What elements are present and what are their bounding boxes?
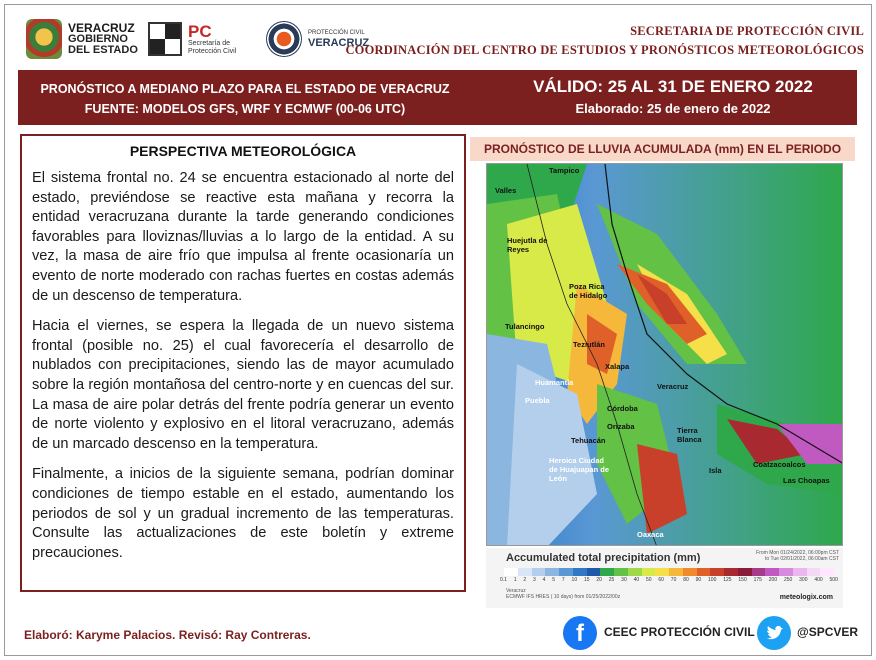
- legend-swatch: [559, 568, 573, 576]
- legend-swatch: [573, 568, 587, 576]
- legend-tick: 60: [658, 577, 664, 583]
- legend-tick: 250: [783, 577, 793, 583]
- legend-swatch: [765, 568, 779, 576]
- perspective-paragraph-1: El sistema frontal no. 24 se encuentra estacionado al norte del estado, previéndose se reactive esta mañana y recorra la entidad veracruzana durante la tarde generando condiciones favorables para lloviznas/lluvias a lo largo de la entidad. A su vez, la masa de aire frío que impulsa al frente ocasionaría un evento de norte moderado con rachas fuertes en costas además de un descenso de temperatura.: [32, 170, 454, 304]
- veracruz-logo-line3: DEL ESTADO: [68, 43, 138, 56]
- map-label-poza-rica: Poza Rica de Hidalgo: [569, 282, 608, 300]
- legend-tick: 50: [645, 577, 652, 583]
- pc-logo-small2: Protección Civil: [188, 47, 237, 55]
- map-legend: [486, 548, 843, 608]
- map-label-orizaba: Orizaba: [607, 422, 635, 431]
- legend-swatch: [504, 568, 518, 576]
- map-label-valles: Valles: [495, 186, 517, 195]
- precipitation-map-graphic: [487, 164, 843, 546]
- legend-swatch: [518, 568, 532, 576]
- legend-tick: 2: [523, 577, 527, 583]
- legend-tick: 40: [633, 577, 640, 583]
- map-label-veracruz: Veracruz: [657, 382, 689, 391]
- veracruz-logo: [26, 18, 138, 60]
- perspective-box: [20, 134, 466, 592]
- legend-tick: 500: [829, 577, 838, 583]
- legend-period: [756, 550, 839, 562]
- perspective-paragraph-2: Hacia el viernes, se espera la llegada de un nuevo sistema frontal (posible no. 25) el cual favorecería el desarrollo de nublados con precipitaciones, siendo las de mayor acumulado sobre la región montañosa del centro-norte y en cuencas del sur. La masa de aire polar detrás del frente podría generar un evento de norte violento y explosivo en el litoral veracruzano, además de un marcado descenso en la temperatura.: [32, 318, 454, 452]
- veracruz-logo-line2: GOBIERNO: [68, 32, 128, 45]
- twitter-handle[interactable]: @SPCVER: [797, 625, 859, 639]
- legend-tick: 150: [738, 577, 747, 583]
- legend-tick: 100: [708, 577, 717, 583]
- map-label-puebla: Puebla: [525, 396, 550, 405]
- legend-source: [506, 588, 620, 600]
- legend-tick: 90: [695, 577, 702, 583]
- map-label-tulancingo: Tulancingo: [505, 322, 545, 331]
- map-label-oaxaca: Oaxaca: [637, 530, 664, 539]
- perspective-title: PERSPECTIVA METEOROLÓGICA: [129, 143, 357, 159]
- map-label-isla: Isla: [709, 466, 722, 475]
- legend-swatch: [793, 568, 807, 576]
- legend-swatch: [807, 568, 821, 576]
- legend-swatch: [655, 568, 669, 576]
- footer-credits: Elaboró: Karyme Palacios. Revisó: Ray Contreras.: [24, 628, 311, 642]
- pcv-logo-small: PROTECCIÓN CIVIL: [308, 29, 365, 36]
- facebook-icon[interactable]: f: [563, 616, 597, 650]
- map-label-huajuapan: Heroica Ciudad de Huajuapan de León: [549, 456, 610, 483]
- pc-logo-big: PC: [188, 21, 212, 41]
- map-label-cordoba: Córdoba: [607, 404, 638, 413]
- legend-tick: 10: [571, 577, 578, 583]
- legend-source-region: Veracruz: [506, 588, 526, 594]
- legend-swatch: [724, 568, 738, 576]
- header-line2: COORDINACIÓN DEL CENTRO DE ESTUDIOS Y PRONÓSTICOS METEOROLÓGICOS: [345, 43, 864, 57]
- legend-tick: 200: [768, 577, 778, 583]
- legend-tick: 300: [799, 577, 808, 583]
- banner-source: FUENTE: MODELOS GFS, WRF Y ECMWF (00-06 UTC): [84, 102, 406, 116]
- map-label-tierra-blanca: Tierra Blanca: [677, 426, 702, 444]
- header-line1: SECRETARIA DE PROTECCIÓN CIVIL: [630, 24, 864, 38]
- legend-swatch: [614, 568, 628, 576]
- banner-valid: VÁLIDO: 25 AL 31 DE ENERO 2022: [533, 77, 813, 96]
- legend-swatch: [628, 568, 642, 576]
- pc-logo: [148, 18, 236, 60]
- legend-swatch: [779, 568, 793, 576]
- legend-swatch: [738, 568, 752, 576]
- legend-ticks: [500, 577, 838, 583]
- legend-tick: 4: [542, 577, 546, 583]
- map-label-tampico: Tampico: [549, 166, 580, 175]
- legend-source-model: ECMWF IFS HRES ( 10 days) from 01/25/2022/00z: [506, 594, 621, 600]
- header-institution: [345, 22, 864, 60]
- legend-period-from: From Mon 01/24/2022, 06:00pm CST: [756, 550, 839, 556]
- legend-tick: 1: [513, 577, 517, 583]
- banner-title: PRONÓSTICO A MEDIANO PLAZO PARA EL ESTADO DE VERACRUZ: [40, 82, 450, 96]
- legend-swatch: [683, 568, 697, 576]
- legend-brand: meteologix.com: [779, 594, 833, 601]
- banner-made: Elaborado: 25 de enero de 2022: [575, 101, 771, 116]
- legend-tick: 20: [596, 577, 602, 583]
- pc-emblem-icon: [148, 22, 182, 56]
- facebook-link[interactable]: CEEC PROTECCIÓN CIVIL: [604, 625, 755, 639]
- map-label-teziutlan: Teziutlán: [573, 340, 605, 349]
- legend-swatch: [587, 568, 601, 576]
- legend-title: Accumulated total precipitation (mm): [506, 552, 701, 564]
- legend-tick: 25: [608, 577, 615, 583]
- map-label-xalapa: Xalapa: [605, 362, 630, 371]
- map-label-huejutla: Huejutla de Reyes: [507, 236, 548, 254]
- legend-tick: 7: [561, 577, 565, 583]
- legend-swatch: [642, 568, 656, 576]
- legend-tick: 175: [753, 577, 762, 583]
- perspective-paragraph-3: Finalmente, a inicios de la siguiente semana, podrían dominar condiciones de tiempo estable en el estado, aumentando los periodos de sol y un gradual incremento de las temperaturas. Consulte las actualizaciones de este boletín y extreme precauciones.: [32, 466, 454, 561]
- legend-swatch: [752, 568, 766, 576]
- pcv-logo-big: VERACRUZ: [308, 36, 370, 49]
- legend-color-bar: [504, 568, 834, 576]
- legend-tick: 400: [814, 577, 823, 583]
- legend-swatch: [669, 568, 683, 576]
- legend-tick: 5: [552, 577, 556, 583]
- legend-swatch: [545, 568, 559, 576]
- legend-tick: 0.1: [500, 577, 507, 583]
- legend-swatch: [697, 568, 711, 576]
- legend-swatch: [532, 568, 546, 576]
- map-label-coatzacoalcos: Coatzacoalcos: [753, 460, 806, 469]
- precipitation-map: [486, 163, 843, 546]
- legend-tick: 125: [723, 577, 732, 583]
- legend-swatch: [820, 568, 834, 576]
- map-title: PRONÓSTICO DE LLUVIA ACUMULADA (mm) EN EL PERIODO: [470, 137, 855, 161]
- map-label-las-choapas: Las Choapas: [783, 476, 830, 485]
- pcv-emblem-icon: [266, 21, 302, 57]
- legend-period-to: to Tue 02/01/2022, 06:00am CST: [765, 556, 839, 562]
- legend-swatch: [710, 568, 724, 576]
- veracruz-seal-icon: [26, 19, 62, 59]
- forecast-banner: [18, 70, 857, 125]
- legend-tick: 3: [533, 577, 536, 583]
- legend-swatch: [600, 568, 614, 576]
- veracruz-logo-line1: VERACRUZ: [68, 20, 135, 35]
- pc-logo-small1: Secretaría de: [188, 39, 231, 47]
- legend-tick: 80: [683, 577, 689, 583]
- twitter-icon[interactable]: [757, 616, 791, 650]
- legend-tick: 15: [583, 577, 590, 583]
- legend-tick: 30: [621, 577, 627, 583]
- legend-tick: 70: [670, 577, 677, 583]
- map-label-huamantla: Huamantla: [535, 378, 574, 387]
- map-label-tehuacan: Tehuacán: [571, 436, 606, 445]
